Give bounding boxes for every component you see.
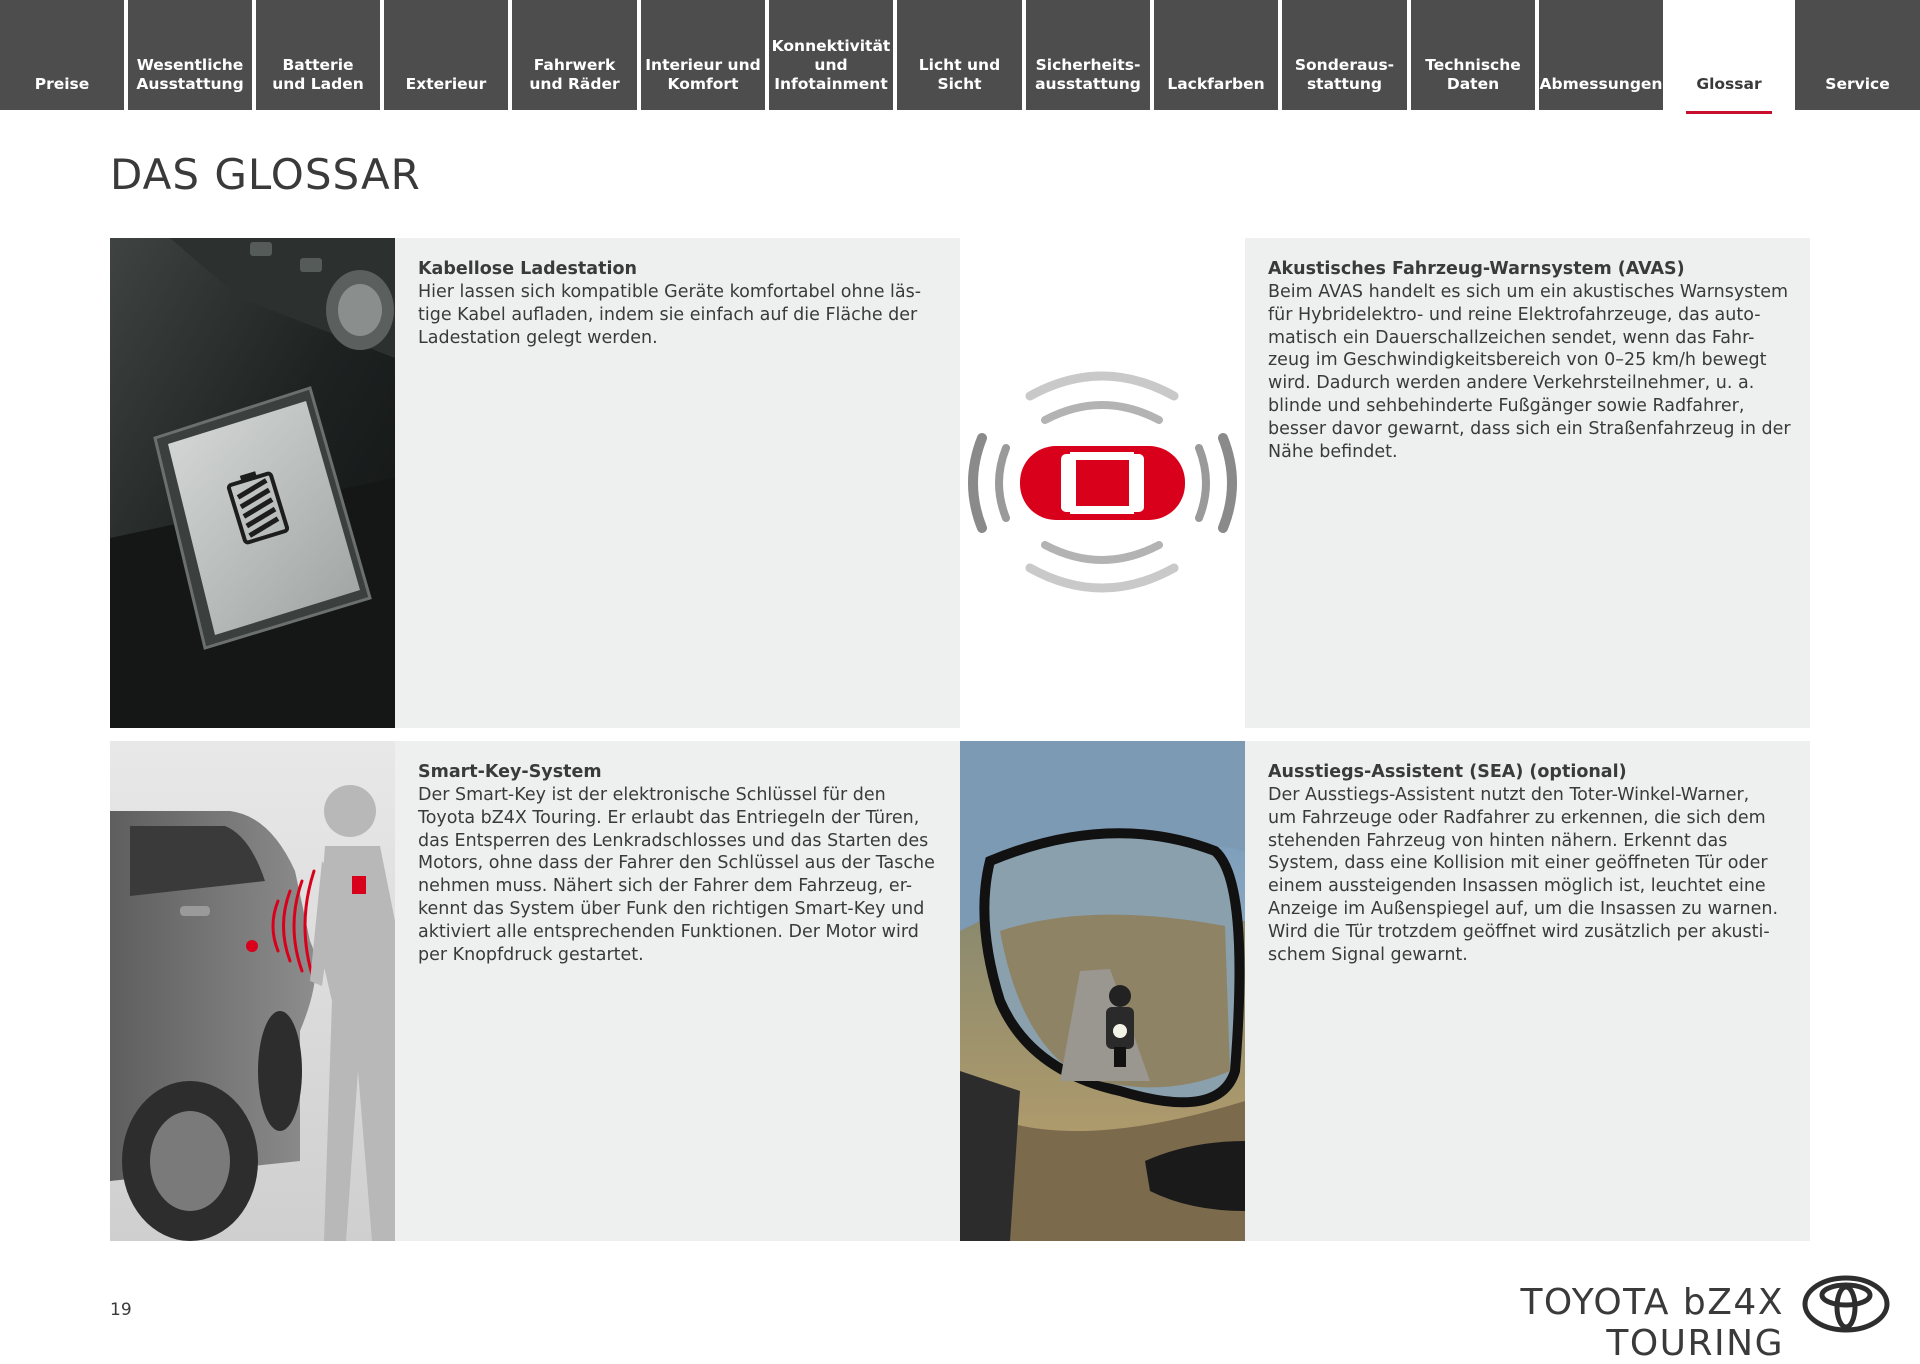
entry-title: Ausstiegs-Assistent (SEA) (optional)	[1268, 762, 1627, 782]
entry-description: Der Ausstiegs-Assistent nutzt den Toter-Winkel-Warner, um Fahrzeuge oder Radfahrer zu erkennen, die sich dem stehenden Fahrzeug von hinten nähern. Erkennt das System, dass eine Kollision mit einer geöffneten Tür oder einem aussteigenden Insassen möglich ist, leuchtet eine Anzeige im Außenspiegel auf, um die Insassen zu warnen. Wird die Tür trotzdem geöffnet wird zusätzlich per akusti- schem Signal gewarnt.	[1268, 785, 1779, 965]
brand-model-name: TOYOTA bZ4X TOURING	[1520, 1282, 1784, 1364]
glossary-entry-wireless-charging	[110, 238, 960, 728]
entry-title: Akustisches Fahrzeug-Warnsystem (AVAS)	[1268, 259, 1685, 279]
page-number: 19	[110, 1300, 132, 1320]
glossary-entry-safe-exit-assist	[960, 741, 1810, 1241]
wireless-charger-photo	[110, 238, 395, 728]
glossary-entry-smart-key	[110, 741, 960, 1241]
tab-service[interactable]: Service	[1795, 0, 1920, 110]
tab-abmessungen[interactable]: Abmessungen	[1539, 0, 1663, 110]
entry-title: Kabellose Ladestation	[418, 259, 637, 279]
entry-description: Der Smart-Key ist der elektronische Schlüssel für den Toyota bZ4X Touring. Er erlaubt das Entriegeln der Türen, das Entsperren des Lenkradschlosses und das Starten des Motors, ohne dass der Fahrer den Schlüssel aus der Tasche nehmen muss. Nähert sich der Fahrer dem Fahrzeug, er- kennt das System über Funk den richtigen Smart-Key und aktiviert alle entsprechenden Funktionen. Der Motor wird per Knopfdruck gestartet.	[418, 785, 935, 965]
top-navigation	[0, 0, 1920, 110]
tab-glossar[interactable]: Glossar	[1667, 0, 1791, 110]
tab-preise[interactable]: Preise	[0, 0, 124, 110]
tab-sicherheitsausstattung[interactable]: Sicherheits- ausstattung	[1026, 0, 1150, 110]
tab-exterieur[interactable]: Exterieur	[384, 0, 508, 110]
side-mirror-motorcycle-photo	[960, 741, 1245, 1241]
tab-interieur-und-komfort[interactable]: Interieur und Komfort	[641, 0, 765, 110]
tab-batterie-und-laden[interactable]: Batterie und Laden	[256, 0, 380, 110]
entry-description: Hier lassen sich kompatible Geräte komfortabel ohne läs- tige Kabel aufladen, indem sie einfach auf die Fläche der Ladestation gelegt werden.	[418, 282, 922, 348]
entry-description: Beim AVAS handelt es sich um ein akustisches Warnsystem für Hybridelektro- und reine Elektrofahrzeuge, das auto- matisch ein Dauerschallzeichen sendet, wenn das Fahr- zeug im Geschwindigkeitsbereich von 0–25 km/h bewegt wird. Dadurch werden andere Verkehrsteilnehmer, u. a. blinde und sehbehinderte Fußgänger sowie Radfahrer, besser davor gewarnt, dass sich ein Straßenfahrzeug in der Nähe befindet.	[1268, 282, 1791, 462]
tab-fahrwerk-und-raeder[interactable]: Fahrwerk und Räder	[512, 0, 637, 110]
tab-wesentliche-ausstattung[interactable]: Wesentliche Ausstattung	[128, 0, 252, 110]
tab-licht-und-sicht[interactable]: Licht und Sicht	[897, 0, 1022, 110]
red-car-icon	[1020, 446, 1185, 520]
smart-key-illustration	[110, 741, 395, 1241]
tab-sonderausstattung[interactable]: Sonderaus- stattung	[1282, 0, 1407, 110]
avas-car-sound-waves-icon	[960, 238, 1245, 728]
tab-konnektivitaet-und-infotainment[interactable]: Konnektivität und Infotainment	[769, 0, 893, 110]
page-title: DAS GLOSSAR	[110, 150, 421, 199]
entry-title: Smart-Key-System	[418, 762, 602, 782]
toyota-logo-icon	[1802, 1275, 1890, 1333]
tab-technische-daten[interactable]: Technische Daten	[1411, 0, 1535, 110]
glossary-entry-avas	[960, 238, 1810, 728]
tab-lackfarben[interactable]: Lackfarben	[1154, 0, 1278, 110]
